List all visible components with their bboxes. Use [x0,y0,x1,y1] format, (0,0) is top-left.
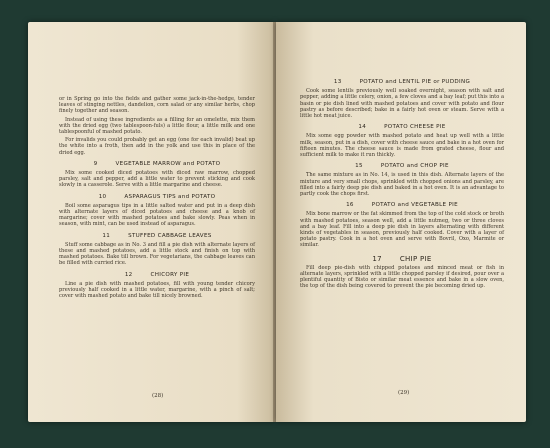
recipe-heading [59,233,255,239]
recipe-heading [300,79,504,85]
recipe-text: Mix bone marrow or the fat skimmed from the top of the cold stock or broth with mashed potatoes, season well, add a little nutmeg, two or three cloves and a bay leaf. Fill into a deep pie dish in layers alternating with different kinds of vegetables in season, previously half cooked. Cover with a layer of potato pastry. Cook in a hot oven and serve with Bovril, Oxo, Marmite or similar. [300,211,504,249]
open-booklet [28,22,526,422]
right-page [276,22,526,422]
recipe-heading [59,194,255,200]
recipe-title: STUFFED CABBAGE LEAVES [128,232,212,239]
page-number: (29) [398,390,410,396]
recipe-title: CHIP PIE [399,254,432,263]
intro-paragraph: Instead of using these ingredients as a filling for an omelette, mix them with the dried egg (two tablespoon-fuls) a little flour, a little milk and one tablespoonful of mashed potato. [59,116,255,136]
intro-paragraph: or in Spring go into the fields and gather some jack-in-the-hedge, tender leaves of stinging nettles, dandelion, corn salad or any similar herbs, chop finely together and season. [59,96,255,115]
recipe-heading [59,272,255,278]
recipe-heading [300,124,504,130]
recipe-number: 10 [98,193,107,200]
recipe-number: 9 [93,160,98,167]
recipe-number: 11 [102,232,111,239]
recipe-heading [300,163,504,169]
recipe-number: 14 [358,124,367,131]
recipe-text: Cook some lentils previously well soaked overnight, season with salt and pepper, adding a little celery, onion, a few cloves and a bay leaf; put this into a basin or pie dish lined with mashed potatoes and cover with potato and flour pastry as before described; bake in a fairly hot oven or steam. Serve with a little hot meat juice. [300,88,504,120]
right-page-content [300,74,504,292]
recipe-heading [59,161,255,167]
recipe-title: VEGETABLE MARROW and POTATO [115,160,221,167]
recipe-text: The same mixture as in No. 14, is used in this dish. Alternate layers of the mixture and very small chops, sprinkled with chopped onions and parsley, are filled into a fairly deep pie dish and baked in a hot oven. It is an advantage to partly cook the chops first. [300,172,504,198]
intro-paragraph: For invalids you could probably get an egg (one for each invalid) beat up the white into a froth, then add in the yolk and use this in place of the dried egg. [59,137,255,156]
recipe-title: CHICORY PIE [150,271,190,278]
recipe-text: Fill deep pie-dish with chipped potatoes and minced meat or fish in alternate layers, sprinkled with a little chopped parsley if desired, pour over a plentiful quantity of Bisto or similar meat essence and bake in a slow oven, the top of the dish being covered to prevent the pie becoming dried up. [300,264,504,290]
recipe-text: Boil some asparagus tips in a little salted water and put in a deep dish with alternate layers of diced potatoes and cheese and a knob of margarine; cover with mashed potatoes and bake slowly. Peas when in season, with mint, can be used instead of asparagus. [59,202,255,228]
recipe-title: POTATO and LENTIL PIE or PUDDING [359,79,471,85]
recipe-title: POTATO and VEGETABLE PIE [371,202,458,209]
left-page [28,22,274,422]
page-number: (28) [152,393,164,399]
recipe-title: POTATO CHEESE PIE [384,124,446,131]
recipe-title: POTATO and CHOP PIE [380,163,449,170]
recipe-heading [300,256,504,262]
recipe-title: ASPARAGUS TIPS and POTATO [124,193,216,200]
recipe-number: 13 [333,79,342,85]
recipe-number: 12 [124,271,133,278]
recipe-text: Stuff some cabbage as in No. 3 and fill a pie dish with alternate layers of these and mashed potatoes, add a little stock and finish on top with mashed potatoes. Bake till brown. For vegetarians, the cabbage leaves can be filled with curried rice. [59,241,255,267]
recipe-number: 15 [355,163,363,170]
recipe-heading [300,202,504,208]
recipe-text: Mix some egg powder with mashed potato and heat up well with a little milk, season, put in a dish, cover with cheese sauce and bake in a hot oven for fifteen minutes. The cheese sauce is made from grated cheese, flour and sufficient milk to make it run thickly. [300,133,504,159]
recipe-number: 17 [372,254,382,263]
left-page-content [59,96,255,301]
recipe-text: Mix some cooked diced potatoes with diced raw marrow, chopped parsley, salt and pepper, add a little water to prevent sticking and cook slowly in a casserole. Serve with a little margarine and cheese. [59,170,255,189]
recipe-text: Line a pie dish with mashed potatoes, fill with young tender chicory previously half cooked in a little water, margarine, with a pinch of salt; cover with mashed potato and bake till nicely browned. [59,280,255,300]
recipe-number: 16 [346,202,354,209]
